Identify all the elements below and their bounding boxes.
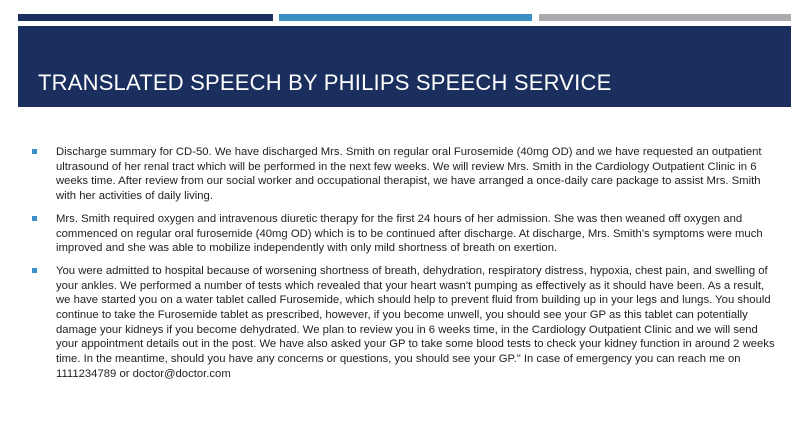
bullet-text: Discharge summary for CD-50. We have discharged Mrs. Smith on regular oral Furosemide (40mg OD) and we have requested an outpatient ultrasound of her renal tract which will be performed in the next few weeks. We will review Mrs. Smith in the Cardiology Outpatient Clinic in 6 weeks time. After review from our social worker and occupational therapist, we have arranged a once-daily care package to assist Mrs. Smith with her activities of daily living. [56, 146, 762, 203]
accent-bar-right [539, 14, 791, 21]
slide-title: TRANSLATED SPEECH BY PHILIPS SPEECH SERVICE [38, 70, 612, 95]
bullet-text: You were admitted to hospital because of worsening shortness of breath, dehydration, respiratory distress, hypoxia, chest pain, and swelling of your ankles. We performed a number of tests which revealed that your heart wasn't pumping as effectively as it should have been. As a result, we have started you on a water tablet called Furosemide, which should help to prevent fluid from building up in your legs and lungs. You should continue to take the Furosemide tablet as prescribed, however, if you become unwell, you should see your GP as this tablet can potentially damage your kidneys if you become dehydrated. We plan to review you in 6 weeks time, in the Cardiology Outpatient Clinic and we will send your appointment details out in the post. We have also asked your GP to take some blood tests to check your kidney function in around 2 weeks time. In the meantime, should you have any concerns or questions, you should see your GP." In case of emergency you can reach me on 1111234789 or doctor@doctor.com [56, 264, 775, 380]
title-band [18, 26, 791, 107]
accent-bar-left [18, 14, 273, 21]
bullet-list [30, 145, 775, 382]
bullet-item-patient-letter [30, 264, 775, 382]
bullet-item-admission-course [30, 212, 775, 256]
bullet-item-discharge-summary [30, 145, 775, 204]
bullet-text: Mrs. Smith required oxygen and intravenous diuretic therapy for the first 24 hours of her admission. She was then weaned off oxygen and commenced on regular oral furosemide (40mg OD) which is to be continued after discharge. At discharge, Mrs. Smith's symptoms were much improved and she was able to mobilize independently with only mild shortness of breath on exertion. [56, 212, 763, 255]
slide-content [30, 145, 775, 390]
accent-bar-middle [279, 14, 532, 21]
square-bullet-icon [32, 268, 37, 273]
square-bullet-icon [32, 149, 37, 154]
square-bullet-icon [32, 216, 37, 221]
